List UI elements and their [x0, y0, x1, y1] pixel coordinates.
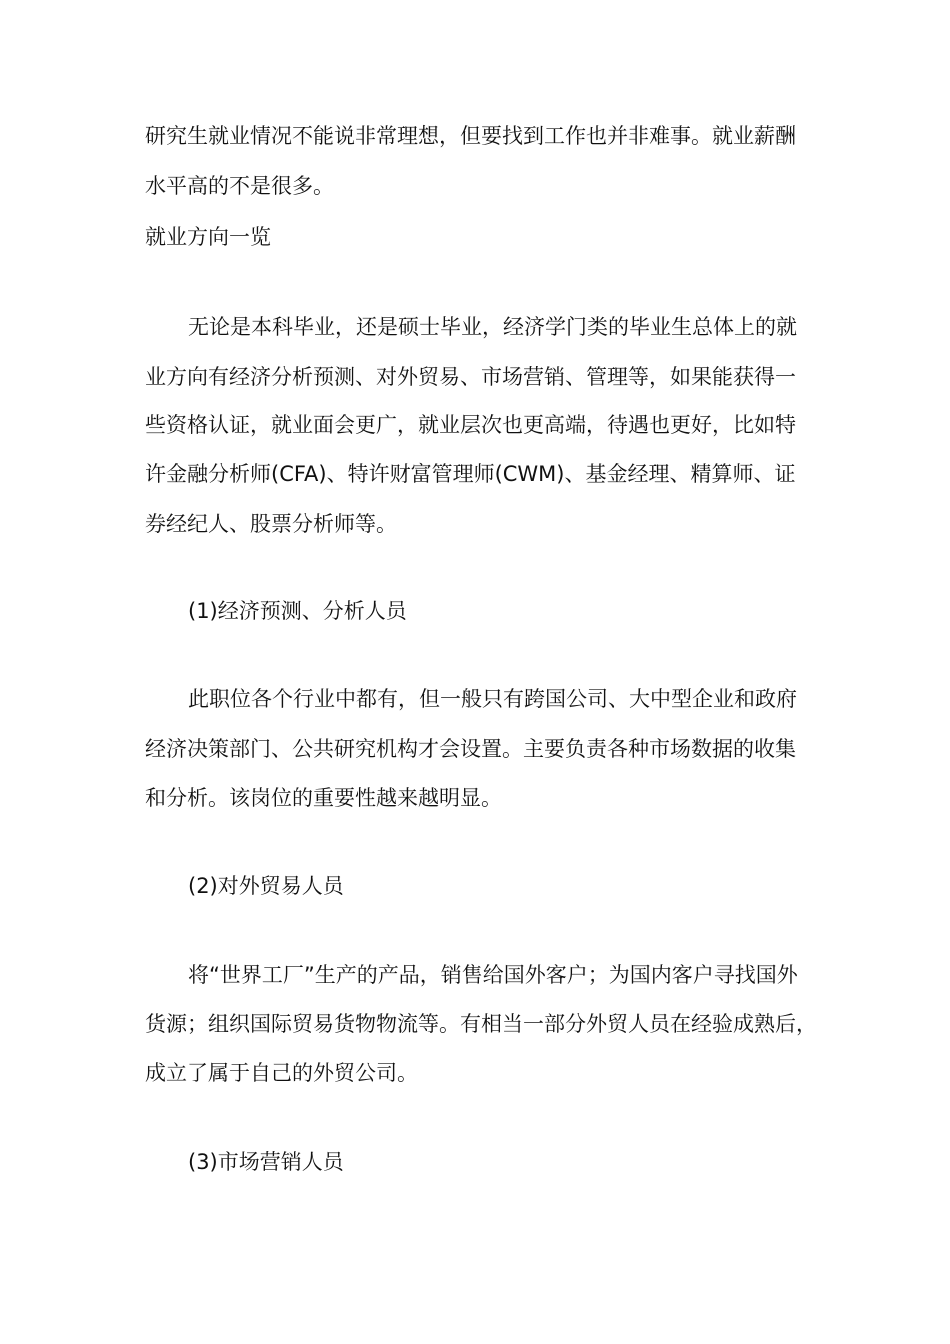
section-3-title: (3)市场营销人员 [188, 1150, 344, 1174]
section-1-title: (1)经济预测、分析人员 [188, 599, 407, 623]
section-1-line-2: 经济决策部门、公共研究机构才会设置。主要负责各种市场数据的收集 [145, 737, 796, 761]
overview-line-3: 些资格认证，就业面会更广，就业层次也更高端，待遇也更好，比如特 [145, 413, 796, 437]
section-2-line-2: 货源；组织国际贸易货物物流等。有相当一部分外贸人员在经验成熟后， [145, 1012, 817, 1036]
section-2-line-1: 将“世界工厂”生产的产品，销售给国外客户；为国内客户寻找国外 [188, 963, 798, 987]
intro-line-2: 水平高的不是很多。 [145, 174, 334, 198]
section-1-line-3: 和分析。该岗位的重要性越来越明显。 [145, 786, 502, 810]
intro-line-1: 研究生就业情况不能说非常理想，但要找到工作也并非难事。就业薪酬 [145, 124, 796, 148]
section-heading: 就业方向一览 [145, 225, 271, 249]
overview-line-2: 业方向有经济分析预测、对外贸易、市场营销、管理等，如果能获得一 [145, 365, 796, 389]
section-2-title: (2)对外贸易人员 [188, 874, 344, 898]
overview-line-1: 无论是本科毕业，还是硕士毕业，经济学门类的毕业生总体上的就 [188, 315, 797, 339]
section-1-line-1: 此职位各个行业中都有，但一般只有跨国公司、大中型企业和政府 [188, 687, 797, 711]
section-2-line-3: 成立了属于自己的外贸公司。 [145, 1061, 418, 1085]
overview-line-5: 券经纪人、股票分析师等。 [145, 512, 397, 536]
overview-line-4: 许金融分析师(CFA)、特许财富管理师(CWM)、基金经理、精算师、证 [145, 462, 796, 486]
